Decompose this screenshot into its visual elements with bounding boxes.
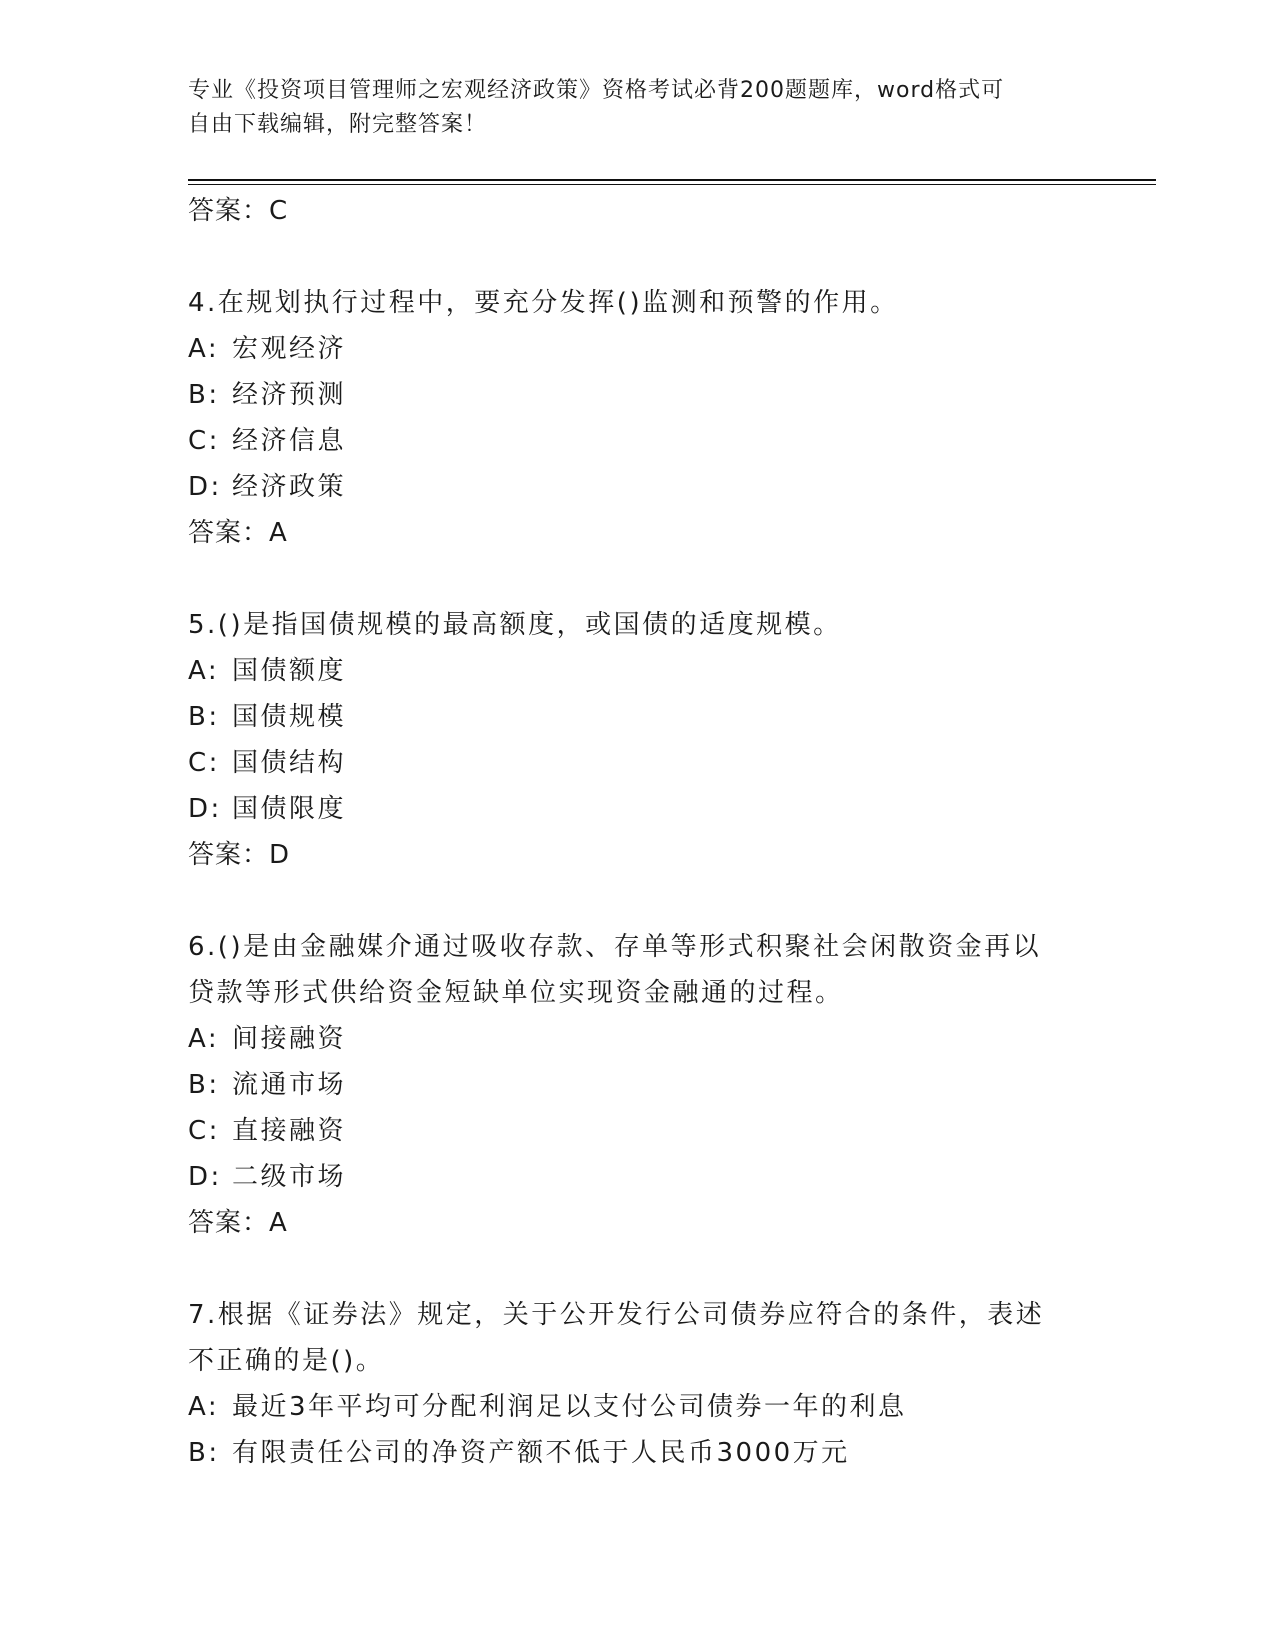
option-a — [188, 648, 1088, 694]
option-letter: B: — [188, 1438, 220, 1468]
header-line-1: 专业《投资项目管理师之宏观经济政策》资格考试必背200题题库，word格式可 — [188, 78, 1005, 103]
spacer — [188, 878, 1088, 924]
option-letter: B: — [188, 1070, 220, 1100]
question-stem: 4.在规划执行过程中，要充分发挥()监测和预警的作用。 — [188, 288, 899, 318]
option-c — [188, 740, 1088, 786]
option-b — [188, 1430, 1088, 1476]
spacer — [188, 1246, 1088, 1292]
question-item — [188, 280, 1088, 556]
option-text: 间接融资 — [232, 1024, 347, 1054]
option-b — [188, 372, 1088, 418]
question-list — [188, 188, 1088, 1476]
question-item — [188, 1292, 1088, 1476]
option-letter: C: — [188, 748, 220, 778]
option-text: 经济预测 — [232, 380, 347, 410]
option-text: 经济信息 — [232, 426, 347, 456]
header-rule-thick — [188, 179, 1156, 181]
question-stem: 7.根据《证券法》规定，关于公开发行公司债券应符合的条件，表述不正确的是()。 — [188, 1300, 1045, 1376]
option-letter: B: — [188, 380, 220, 410]
option-letter: C: — [188, 1116, 220, 1146]
option-b — [188, 1062, 1088, 1108]
option-a — [188, 1384, 1088, 1430]
option-c — [188, 418, 1088, 464]
option-text: 宏观经济 — [232, 334, 347, 364]
option-b — [188, 694, 1088, 740]
option-text: 有限责任公司的净资产额不低于人民币3000万元 — [232, 1438, 850, 1468]
option-a — [188, 1016, 1088, 1062]
option-letter: A: — [188, 1024, 220, 1054]
option-text: 最近3年平均可分配利润足以支付公司债券一年的利息 — [232, 1392, 907, 1422]
header-line-2: 自由下载编辑，附完整答案！ — [188, 112, 488, 137]
option-letter: A: — [188, 1392, 220, 1422]
option-a — [188, 326, 1088, 372]
option-text: 国债规模 — [232, 702, 347, 732]
answer-line: 答案：A — [188, 518, 288, 548]
option-text: 二级市场 — [232, 1162, 347, 1192]
option-text: 国债结构 — [232, 748, 347, 778]
question-stem: 5.()是指国债规模的最高额度，或国债的适度规模。 — [188, 610, 842, 640]
option-d — [188, 786, 1088, 832]
question-stem: 6.()是由金融媒介通过吸收存款、存单等形式积聚社会闲散资金再以贷款等形式供给资金短缺单位实现资金融通的过程。 — [188, 932, 1042, 1008]
spacer — [188, 234, 1088, 280]
question-item — [188, 924, 1088, 1246]
option-d — [188, 464, 1088, 510]
option-letter: D: — [188, 472, 222, 502]
option-text: 经济政策 — [232, 472, 347, 502]
option-letter: A: — [188, 656, 220, 686]
option-text: 直接融资 — [232, 1116, 347, 1146]
header-rule-thin — [188, 184, 1156, 185]
question-item — [188, 602, 1088, 878]
option-letter: A: — [188, 334, 220, 364]
option-letter: D: — [188, 1162, 222, 1192]
option-text: 国债限度 — [232, 794, 347, 824]
option-d — [188, 1154, 1088, 1200]
option-text: 国债额度 — [232, 656, 347, 686]
answer-line: 答案：C — [188, 196, 289, 226]
option-text: 流通市场 — [232, 1070, 347, 1100]
option-letter: B: — [188, 702, 220, 732]
spacer — [188, 556, 1088, 602]
option-letter: D: — [188, 794, 222, 824]
answer-line: 答案：D — [188, 840, 291, 870]
option-letter: C: — [188, 426, 220, 456]
answer-line: 答案：A — [188, 1208, 288, 1238]
option-c — [188, 1108, 1088, 1154]
document-header — [188, 74, 1068, 142]
